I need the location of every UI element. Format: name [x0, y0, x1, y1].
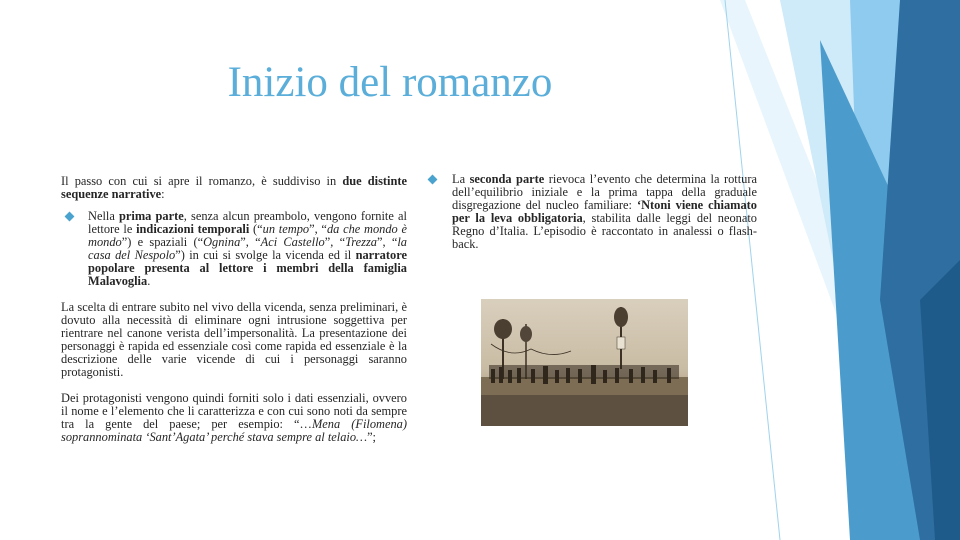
text-run: ”;	[367, 430, 377, 444]
italic-run: Trezza	[345, 235, 377, 249]
first-part-bullet	[88, 210, 407, 288]
historic-photo	[481, 299, 688, 426]
italic-run: Ognina	[203, 235, 241, 249]
text-run: ”, “	[324, 235, 346, 249]
bold-run: seconda parte	[469, 172, 545, 186]
intro-paragraph	[61, 175, 407, 201]
text-run: :	[161, 187, 165, 201]
text-run: (“	[249, 222, 263, 236]
choice-paragraph	[61, 301, 407, 379]
text-run: Nella	[88, 209, 120, 223]
decorative-facets	[720, 0, 960, 540]
text-run: .	[147, 274, 151, 288]
slide-title: Inizio del romanzo	[227, 59, 553, 106]
text-run: Dei protagonisti vengono quindi forniti solo i dati essenziali, ovvero il nome e l’elemento che li caratterizza e con cui sono noti da sempre tra la gente del paese; per esempio: “…	[61, 391, 407, 431]
italic-run: Mena (Filomena) soprannominata ‘Sant’Agata’ perché stava sempre al telaio…	[61, 417, 407, 444]
italic-run: Aci Castello	[260, 235, 325, 249]
text-run: ”) in cui si svolge la vicenda ed il	[175, 248, 356, 262]
diamond-bullet-icon	[428, 175, 438, 185]
text-run: La scelta di entrare subito nel vivo della vicenda, senza preliminari, è dovuto alla necessità di eliminare ogni intrusione soggettiva per rientrare nel canone verista dell’impersonalità. La presentazione dei personaggi è rapida ed essenziale così come rapida ed essenziale è la descrizione delle varie vicende di cui i personaggi saranno protagonisti.	[61, 300, 407, 379]
diamond-bullet-icon	[65, 212, 75, 222]
bold-run: ‘Ntoni viene chiamato per la leva obbligatoria	[452, 198, 757, 225]
text-run: , stabilita dalle leggi del neonato Regno d’Italia. L’episodio è raccontato in analessi o flash-back.	[452, 211, 757, 251]
bold-run: prima parte	[119, 209, 184, 223]
italic-run: un tempo	[262, 222, 310, 236]
text-run: ”) e spaziali (“	[121, 235, 204, 249]
text-run: La	[452, 172, 470, 186]
text-run: ”, “	[240, 235, 261, 249]
text-run: ”, “	[377, 235, 398, 249]
italic-run: la casa del Nespolo	[88, 235, 407, 262]
text-run: Il passo con cui si apre il romanzo, è suddiviso in	[61, 174, 343, 188]
bold-run: due distinte sequenze narrative	[61, 174, 407, 201]
second-part-bullet	[452, 173, 757, 251]
text-run: ”, “	[309, 222, 327, 236]
protagonists-paragraph	[61, 392, 407, 444]
bold-run: narratore popolare presenta al lettore i membri della famiglia Malavoglia	[88, 248, 407, 288]
italic-run: da che mondo è mondo	[88, 222, 407, 249]
bold-run: indicazioni temporali	[136, 222, 250, 236]
text-run: , senza alcun preambolo, vengono fornite al lettore le	[88, 209, 407, 236]
text-run: rievoca l’evento che determina la rottura dell’equilibrio iniziale e la prima tappa della graduale disgregazione del nucleo familiare:	[452, 172, 757, 212]
